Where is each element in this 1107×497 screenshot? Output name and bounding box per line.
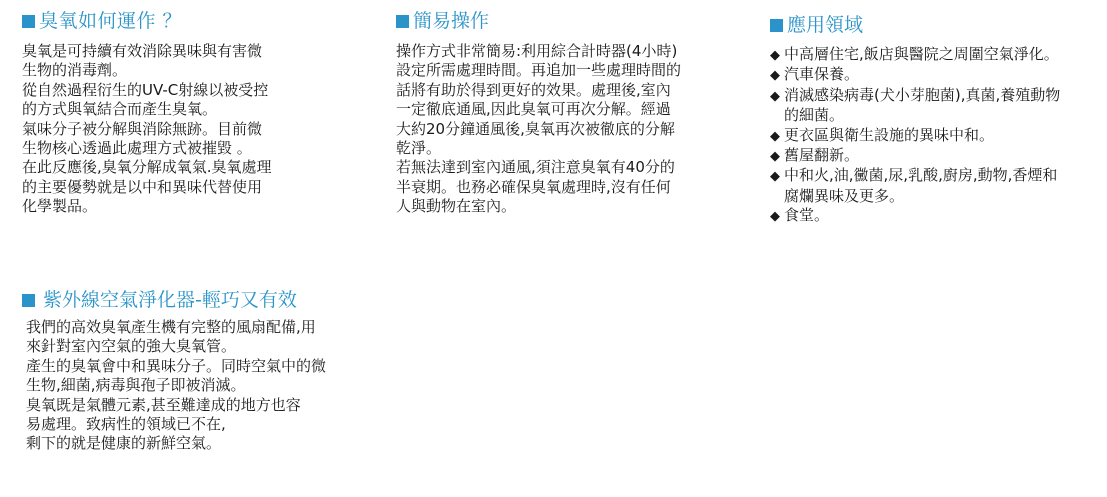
- text-line: 化學製品。: [22, 197, 98, 216]
- text-line: 臭氧是可持續有效消除異味與有害微: [22, 42, 263, 60]
- text-line: 若無法達到室內通風,須注意臭氧有40分的: [396, 158, 675, 177]
- text-line: 生物核心透過此處理方式被摧毀 。: [22, 139, 252, 158]
- text-line: 產生的臭氧會中和異味分子。同時空氣中的微: [26, 356, 327, 375]
- list-item-text: 中高層住宅,飯店與醫院之周圍空氣淨化。: [784, 45, 1059, 63]
- section-heading: [22, 288, 326, 312]
- text-line: 我們的高效臭氧產生機有完整的風扇配備,用: [26, 318, 316, 336]
- diamond-icon: ◆: [770, 149, 780, 165]
- diamond-icon: ◆: [770, 128, 780, 144]
- list-item-text: 中和火,油,黴菌,尿,乳酸,廚房,動物,香煙和: [784, 166, 1058, 185]
- list-item: [770, 146, 1060, 166]
- list-item-text: 食堂。: [784, 206, 830, 225]
- diamond-icon: ◆: [770, 48, 780, 63]
- text-line: 剩下的就是健康的新鮮空氣。: [26, 434, 222, 453]
- text-line: 大約20分鐘通風後,臭氧再次被徹底的分解: [396, 119, 675, 138]
- section-body: [396, 42, 681, 217]
- list-item-continuation: [770, 106, 1060, 125]
- diamond-icon: ◆: [770, 209, 780, 225]
- text-line: 操作方式非常簡易:利用綜合計時器(4小時): [396, 42, 678, 60]
- list-item-continuation: [770, 187, 1060, 206]
- section-title: 紫外線空氣淨化器-輕巧又有效: [43, 289, 297, 311]
- list-item-text: 汽車保養。: [784, 65, 860, 84]
- text-line: 從自然過程衍生的UV-C射線以被受控: [22, 80, 269, 99]
- list-item: [770, 86, 1060, 106]
- text-line: 易處理。致病性的領域已不在,: [26, 415, 226, 434]
- diamond-icon: ◆: [770, 88, 780, 104]
- text-line: 生物的消毒劑。: [22, 61, 128, 80]
- text-line: 一定徹底通風,因此臭氧可再次分解。經過: [396, 100, 671, 119]
- text-line: 來針對室內空氣的強大臭氧管。: [26, 337, 237, 356]
- square-icon: [396, 15, 409, 28]
- text-line: 生物,細菌,病毒與孢子即被消滅。: [26, 376, 246, 395]
- list-item-text: 舊屋翻新。: [784, 146, 860, 165]
- diamond-icon: ◆: [770, 169, 780, 185]
- section-title: 應用領域: [787, 14, 864, 36]
- section-title: 簡易操作: [413, 10, 490, 32]
- square-icon: [22, 294, 35, 307]
- square-icon: [22, 15, 35, 28]
- list-item: [770, 45, 1060, 65]
- square-icon: [770, 19, 783, 32]
- list-item: [770, 166, 1060, 186]
- section-ozone-how-it-works: [22, 9, 272, 217]
- text-line: 乾淨。: [396, 139, 442, 158]
- section-uv-air-purifier: [22, 288, 326, 454]
- section-easy-operation: [396, 9, 681, 217]
- section-heading: [22, 9, 272, 33]
- text-line: 在此反應後,臭氧分解成氧氣.臭氧處理: [22, 158, 272, 177]
- list-item: [770, 65, 1060, 85]
- list-item-text: 腐爛異味及更多。: [784, 186, 905, 205]
- section-heading: [770, 13, 1060, 37]
- text-line: 的主要優勢就是以中和異味代替使用: [22, 177, 263, 196]
- list-item: [770, 206, 1060, 226]
- text-line: 話將有助於得到更好的效果。處理後,室內: [396, 80, 671, 99]
- section-applications: [770, 13, 1060, 227]
- list-item-text: 消滅感染病毒(犬小芽胞菌),真菌,養殖動物: [784, 85, 1061, 104]
- list-item-text: 的細菌。: [784, 106, 845, 125]
- list-item-text: 更衣區與衛生設施的異味中和。: [784, 125, 995, 144]
- text-line: 的方式與氧結合而產生臭氧。: [22, 100, 218, 119]
- text-line: 氣味分子被分解與消除無跡。目前微: [22, 119, 263, 138]
- section-title: 臭氧如何運作 ？: [39, 10, 183, 32]
- text-line: 人與動物在室內。: [396, 197, 517, 216]
- text-line: 臭氧既是氣體元素,甚至難達成的地方也容: [26, 395, 301, 414]
- section-body: [26, 318, 326, 454]
- text-line: 半衰期。也務必確保臭氧處理時,沒有任何: [396, 177, 671, 196]
- application-list: [770, 45, 1060, 227]
- section-body: [22, 42, 272, 217]
- list-item: [770, 126, 1060, 146]
- text-line: 設定所需處理時間。再追加一些處理時間的: [396, 61, 682, 80]
- diamond-icon: ◆: [770, 68, 780, 84]
- section-heading: [396, 9, 681, 33]
